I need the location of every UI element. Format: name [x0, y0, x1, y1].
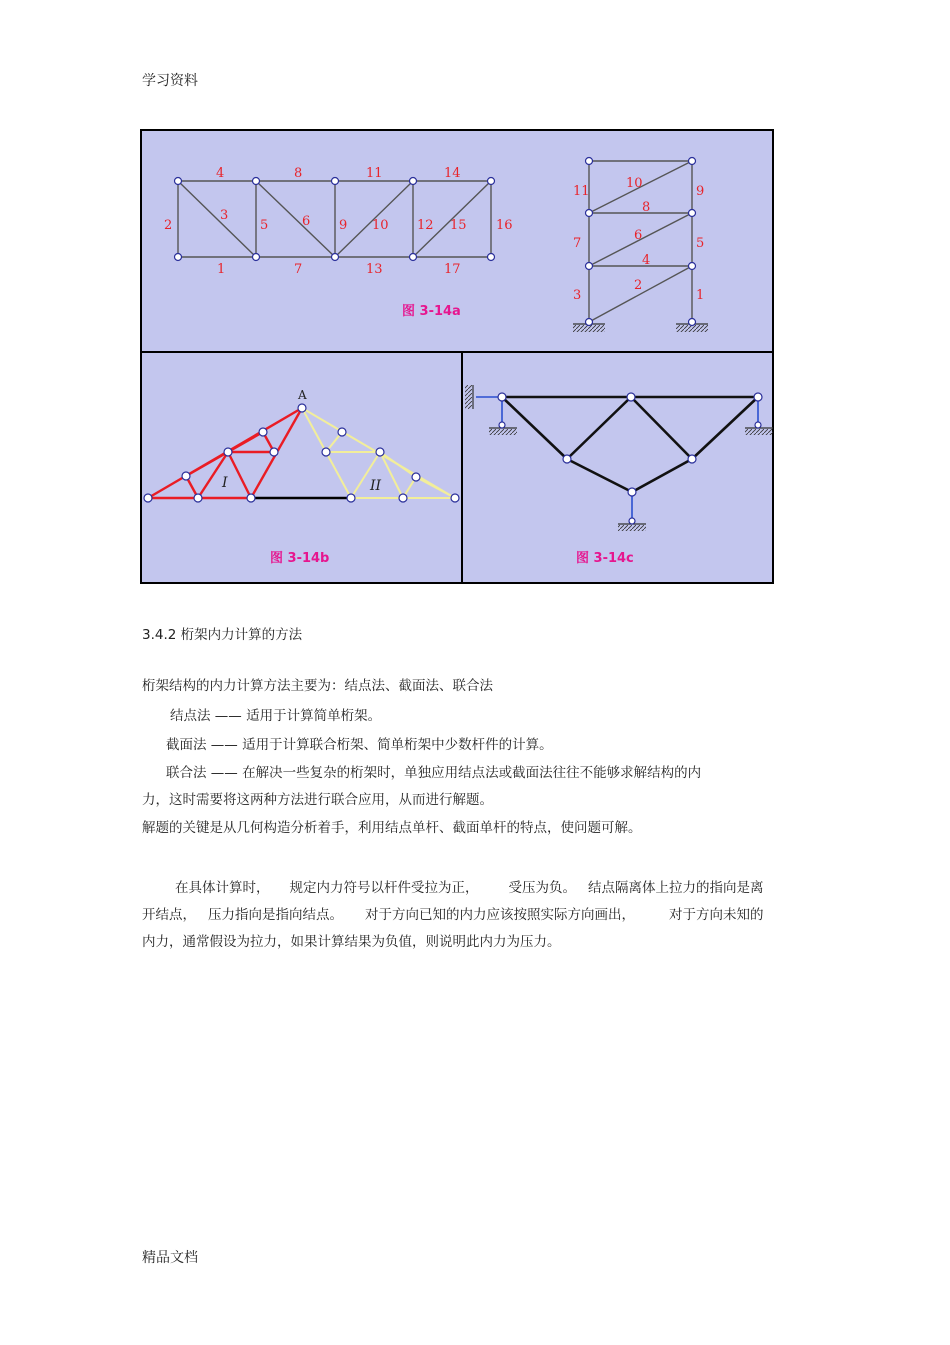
member-label: 6 [302, 214, 311, 229]
para-text: 压力指向是指向结点。 [208, 907, 343, 923]
paragraph-line-2 [142, 905, 764, 925]
method-combined: 联合法 —— 在解决一些复杂的桁架时，单独应用结点法或截面法往往不能够求解结构的内 [166, 765, 702, 781]
caption-3-14c: 图 3-14c [576, 551, 634, 566]
member-label: 2 [164, 218, 173, 233]
para-text: 规定内力符号以杆件受拉为正， [289, 880, 479, 896]
member-label: 13 [366, 262, 383, 277]
para-text: 受压为负。 [508, 880, 576, 896]
part-label-right: II [370, 478, 382, 494]
member-label: 6 [634, 228, 643, 243]
member-label: 9 [696, 184, 705, 199]
member-label: 8 [294, 166, 303, 181]
member-label: 2 [634, 278, 643, 293]
part-label-left: I [222, 475, 228, 491]
caption-3-14b: 图 3-14b [270, 551, 330, 566]
apex-label: A [298, 388, 307, 402]
member-label: 11 [573, 184, 590, 199]
member-label: 9 [339, 218, 348, 233]
method-section: 截面法 —— 适用于计算联合桁架、简单桁架中少数杆件的计算。 [166, 737, 553, 753]
figure-background [140, 129, 774, 584]
figure-3-14 [140, 129, 774, 584]
caption-3-14a: 图 3-14a [402, 304, 461, 319]
section-title: 3.4.2 桁架内力计算的方法 [142, 627, 303, 643]
member-label: 1 [696, 288, 705, 303]
method-combined-cont: 力，这时需要将这两种方法进行联合应用，从而进行解题。 [142, 792, 493, 808]
member-label: 5 [260, 218, 269, 233]
member-label: 17 [444, 262, 461, 277]
member-label: 7 [573, 236, 582, 251]
member-label: 12 [417, 218, 434, 233]
member-label: 10 [626, 176, 643, 191]
member-label: 11 [366, 166, 383, 181]
member-label: 14 [444, 166, 461, 181]
member-label: 3 [220, 208, 229, 223]
member-label: 5 [696, 236, 705, 251]
figure-3-14-svg [140, 129, 774, 584]
para-text: 对于方向已知的内力应该按照实际方向画出， [365, 907, 635, 923]
member-label: 10 [372, 218, 389, 233]
paragraph-line-1 [175, 878, 764, 898]
method-node: 结点法 —— 适用于计算简单桁架。 [170, 708, 382, 724]
member-label: 16 [496, 218, 513, 233]
member-label: 1 [217, 262, 226, 277]
member-label: 4 [216, 166, 225, 181]
intro-line: 桁架结构的内力计算方法主要为：结点法、截面法、联合法 [142, 678, 493, 694]
member-label: 4 [642, 253, 651, 268]
member-label: 3 [573, 288, 582, 303]
member-label: 8 [642, 200, 651, 215]
page-footer: 精品文档 [142, 1250, 198, 1266]
key-point: 解题的关键是从几何构造分析着手，利用结点单杆、截面单杆的特点，使问题可解。 [142, 820, 642, 836]
page-header: 学习资料 [142, 73, 198, 89]
para-text: 对于方向未知的 [669, 907, 764, 923]
paragraph-line-3: 内力，通常假设为拉力，如果计算结果为负值，则说明此内力为压力。 [142, 934, 561, 950]
para-text: 开结点， [142, 907, 196, 923]
para-text: 在具体计算时， [175, 880, 270, 896]
member-label: 7 [294, 262, 303, 277]
para-text: 结点隔离体上拉力的指向是离 [588, 880, 764, 896]
member-label: 15 [450, 218, 467, 233]
